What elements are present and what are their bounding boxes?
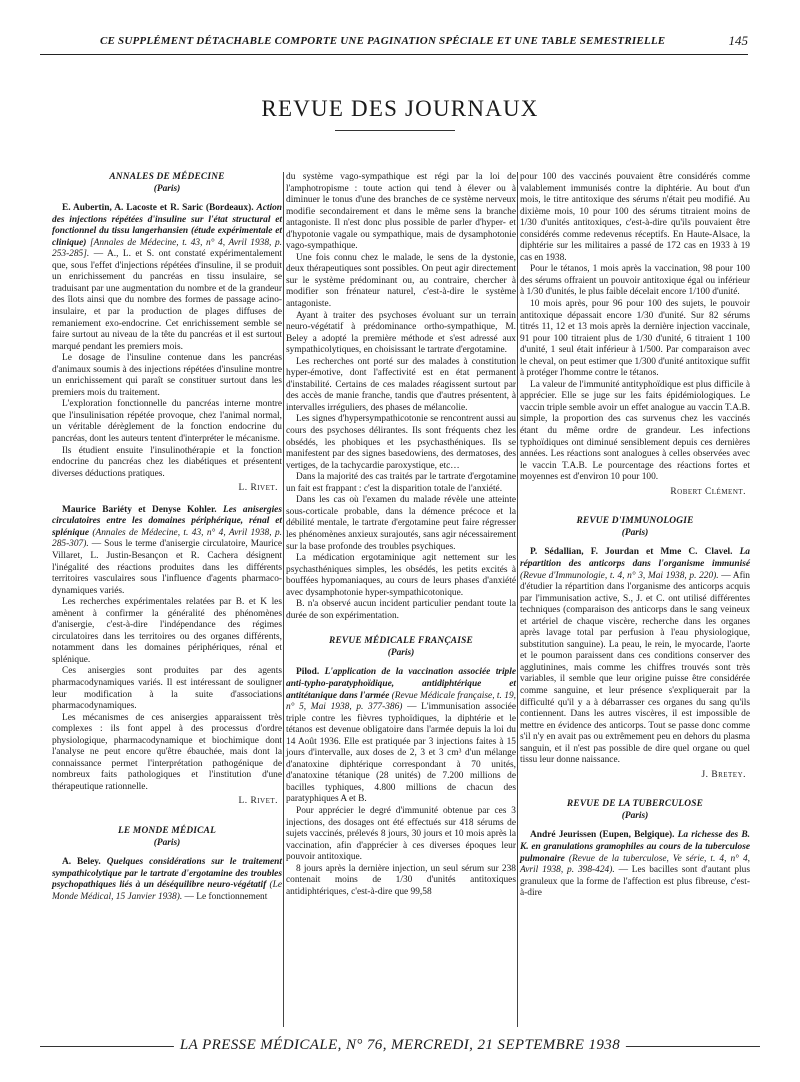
article-reference: (Annales de Médecine, t. 43, n° 4, Avril 1938, p. 285-307).: [52, 527, 282, 550]
article-paragraph: Dans la majorité des cas traités par le tartrate d'ergotamine un fait est frappant : c'est la disparition totale de l'anxiété.: [286, 472, 516, 494]
article-title: L'application de la vaccination associée triple anti-typho-paratyphoïdique, antidiphtérique et antitétanique dans l'armée: [286, 667, 516, 701]
article-signature: J. Bretey.: [701, 769, 746, 780]
article-paragraph: — Afin d'étudier la répartition dans l'organisme des anticorps acquis par l'immunisation active, S., J. et C. ont utilisé différentes techniques (comparaison des anticorps dans le sang veineux et artériel de chaque viscère, recherche dans les organes après lavage total par perfusion à l'eau physiologique, substitution sanguine). La peau, le rein, le myocarde, l'aorte et le poumon paraissent dans ces conditions conserver des agglutinines, mais comme les chiffres trouvés sont très variables, il semble que leur origine puisse être considérée comme sanguine, et leur présence s'expliquerait par la difficulté qu'il y a à débarrasser ces organes du sang qu'ils contiennent. Dans les autres viscères, il est impossible de mettre en évidence des anticorps. Tout se passe donc comme s'il n'y en avait pas ou extrêmement peu en dehors du plasma sanguin, et il n'est pas possible de dire quel organe ou quel tissu leur donne naissance.: [520, 570, 750, 766]
column-2: [286, 172, 516, 898]
article-reference: (Revue Médicale française, t. 19, n° 5, Mai 1938, p. 377-386): [286, 690, 516, 713]
article-paragraph: La valeur de l'immunité antityphoïdique est plus difficile à apprécier. Elle se juge sur les faits épidémiologiques. Le vaccin triple semble avoir un effet analogue au vaccin T.A.B. simple, la proportion des cas survenus chez les vaccinés étant du même ordre de grandeur. Les infections typhoïdiques ont diminué sensiblement depuis ces dernières années. Les réactions sont analogues à celles observées avec le vaccin T.A.B. Le pourcentage des réactions fortes et moyennes est d'environ 10 pour 100.: [520, 379, 750, 483]
column-3: [520, 172, 750, 900]
column-1: [52, 172, 282, 903]
article-paragraph: La médication ergotaminique agit nettement sur les psychasthéniques simples, les obsédés, les petits excités à bouffées hypomaniaques, au cours de leurs phases d'anxiété avec dysamphotonie hyper-sympathicotonique.: [286, 553, 516, 598]
article-title: Quelques considérations sur le traitement sympathicolytique par le tartrate d'ergotamine des troubles psychopathiques liés à un déséquilibre neuro-végétatif: [52, 857, 282, 891]
article-authors: A. Beley.: [62, 857, 101, 868]
article-title: Les anisergies circulatoires entre les domaines périphérique, rénal et splénique: [52, 504, 282, 538]
article-header: [52, 203, 282, 353]
page-number: 145: [728, 33, 748, 48]
article-authors: Maurice Bariéty et Denyse Kohler.: [62, 504, 217, 515]
article-header: [52, 505, 282, 597]
column-divider: [517, 172, 518, 1027]
section-city: (Paris): [153, 183, 181, 194]
article-title: Action des injections répétées d'insuline sur l'état structural et fonctionnel du tissu langerhansien (étude expérimentale et clinique): [52, 203, 282, 248]
column-divider: [283, 172, 284, 1027]
article-paragraph: du système vago-sympathique est régi par la loi de l'amphotropisme : toute action qui tend à élever ou à diminuer le tonus d'une des branches de ce système nerveux modifie secondairement et dans le même sens la branche antagoniste. Il n'est donc plus possible de parler d'hyper- et d'hypotonie vagale ou sympathique, mais de dysamphotonie vago-sympathique.: [286, 172, 516, 252]
article-paragraph: — Le fonctionnement: [184, 891, 268, 902]
running-head-text: CE SUPPLÉMENT DÉTACHABLE COMPORTE UNE PAGINATION SPÉCIALE ET UNE TABLE SEMESTRIELLE: [100, 35, 666, 47]
article-paragraph: B. n'a observé aucun incident particulier pendant toute la durée de son expérimentation.: [286, 599, 516, 621]
article-paragraph: pour 100 des vaccinés pouvaient être considérés comme valablement immunisés contre la diphtérie. Au bout d'un mois, le titre antitoxique des sérums n'était peu modifié. Au dixième mois, 10 pour 100 des sérums titraient moins de 1/30 d'unités antitoxiques, c'est-à-dire qu'ils pouvaient être considérés comme redevenus réceptifs. En Haute-Alsace, la diphtérie sur les militaires a passé de 172 cas en 1933 à 19 cas en 1938.: [520, 172, 750, 263]
article-paragraph: — A., L. et S. ont constaté expérimentalement que, sous l'effet d'injections répétées d'insuline, il se produit un enrichissement du pancréas en tissu insulaire, se traduisant par une augmentation du nombre et de la grandeur des îlots ainsi que du nombre des formes de passage acino-insulaire, et par la production de plages diffuses de remaniement exo-endocrine. Cet enrichissement semble se faire surtout au niveau de la tête du pancréas et il est surtout marqué pendant les premiers mois.: [52, 249, 282, 352]
article-authors: Pilod.: [296, 667, 320, 678]
article-header: [52, 857, 282, 903]
section-city: (Paris): [153, 837, 181, 848]
section-title: LE MONDE MÉDICAL: [117, 825, 216, 836]
masthead-title: REVUE DES JOURNAUX: [261, 96, 539, 121]
article-paragraph: Dans les cas où l'examen du malade révèle une atteinte sous-corticale probable, dans la démence précoce et la débilité mentale, le tartrate d'ergotamine peut faire régresser les phénomènes anxieux surajoutés, sans agir nécessairement sur la base profonde des troubles psychiques.: [286, 495, 516, 552]
article-signature: L. Rivet.: [238, 483, 278, 494]
article-reference: (Revue d'Immunologie, t. 4, n° 3, Mai 1938, p. 220).: [520, 570, 719, 581]
article-paragraph: Pour apprécier le degré d'immunité obtenue par ces 3 injections, des dosages ont été effectués sur 418 sérums de sujets vaccinés, prélevés 8 jours, 30 jours et 10 mois après la vaccination, afin d'apprécier à ces diverses époques leur pouvoir antitoxique.: [286, 805, 516, 863]
article-header: [520, 547, 750, 766]
article-header: [286, 667, 516, 806]
article-paragraph: Les recherches expérimentales relatées par B. et K les amènent à confirmer la généralité des phénomènes d'anisergie, c'est-à-dire l'indépendance des régimes circulatoires dans les territoires ou des organes différents, notamment dans les domaines périphériques, rénal et splénique.: [52, 597, 282, 665]
footer-text: LA PRESSE MÉDICALE, N° 76, MERCREDI, 21 SEPTEMBRE 1938: [174, 1037, 626, 1054]
article-paragraph: Pour le tétanos, 1 mois après la vaccination, 98 pour 100 des sérums offraient un pouvoir antitoxique égal ou inférieur à 1/30 d'unités, le plus faible décelait encore 1/100 d'unité.: [520, 264, 750, 298]
article-paragraph: — Sous le terme d'anisergie circulatoire, Maurice Villaret, L. Justin-Besançon et R. Cachera désignent l'inégalité des réactions produites dans les différents territoires vasculaires sous l'influence d'agents pharmaco-dynamiques variés.: [52, 539, 283, 596]
article-signature: L. Rivet.: [238, 796, 278, 807]
article-signature: Robert Clément.: [670, 486, 746, 497]
section-city: (Paris): [621, 527, 649, 538]
page-footer: [40, 1037, 760, 1055]
article-header: [520, 830, 750, 899]
article-paragraph: Les signes d'hypersympathicotonie se rencontrent aussi au cours des psychoses délirantes. Ils sont fréquents chez les obsédés, les phobiques et les psychasthéniques. Ils se manifestent par des signes basedowiens, des dermatoses, des vertiges, de la tachycardie paroxystique, etc…: [286, 414, 516, 471]
article-authors: P. Sédallian, F. Jourdan et Mme C. Clavel.: [530, 547, 733, 558]
masthead-rule: [335, 130, 455, 131]
section-city: (Paris): [621, 810, 649, 821]
article-reference: (Le Monde Médical, 15 Janvier 1938).: [52, 880, 282, 902]
article-reference: (Revue de la tuberculose, Ve série, t. 4, n° 4, Avril 1938, p. 398-424).: [520, 853, 750, 876]
running-head: [40, 32, 748, 55]
article-paragraph: 10 mois après, pour 96 pour 100 des sujets, le pouvoir antitoxique dépassait encore 1/30 d'unité. Sur 82 sérums titrés 11, 12 et 13 mois après la dernière injection vaccinale, 91 pour 100 titraient plus de 1/30 d'unité, 6 titraient 1 100 d'unité, 1 seul était inférieur à 1/500. Par comparaison avec le cheval, on peut estimer que 1/300 d'unité antitoxique suffit à protéger l'homme contre le tétanos.: [520, 299, 750, 379]
article-paragraph: — Les bacilles sont d'autant plus granuleux que la forme de l'affection est plus fibreuse, c'est-à-dire: [520, 865, 750, 899]
article-paragraph: 8 jours après la dernière injection, un seul sérum sur 238 contenait moins de 1/30 d'unités antitoxiques antidiphtériques, c'est-à-dire que 99,58: [286, 863, 516, 897]
article-title: La répartition des anticorps dans l'organisme immunisé: [520, 547, 750, 569]
article-paragraph: Ces anisergies sont produites par des agents pharmacodynamiques variés. Il est intéressant de souligner leur modification à la suite d'associations pharmacodynamiques.: [52, 666, 282, 712]
article-reference: [Annales de Médecine, t. 43, n° 4, Avril 1938, p. 253-285].: [52, 237, 283, 260]
article-authors: E. Aubertin, A. Lacoste et R. Saric (Bordeaux).: [62, 203, 254, 214]
article-paragraph: Une fois connu chez le malade, le sens de la dystonie, deux thérapeutiques sont possibles. On peut agir directement sur le système prédominant ou, au contraire, chercher à modifier son frénateur naturel, c'est-à-dire le système antagoniste.: [286, 252, 516, 310]
article-title: La richesse des B. K. en granulations gramophiles au cours de la tuberculose pulmonaire: [520, 830, 750, 864]
article-authors: André Jeurissen (Eupen, Belgique).: [530, 830, 675, 841]
section-title: REVUE DE LA TUBERCULOSE: [566, 799, 704, 810]
article-paragraph: Ayant à traiter des psychoses évoluant sur un terrain neuro-végétatif à prédominance ortho-sympathique, M. Beley a adopté la première méthode et s'est adressé aux sympathicolytiques, en choisissant le tartrate d'ergotamine.: [286, 310, 516, 356]
section-title: REVUE MÉDICALE FRANÇAISE: [329, 636, 473, 647]
article-paragraph: Les recherches ont porté sur des malades à constitution hyper-émotive, dont l'affectivité est en état permanent d'instabilité. Certains de ces malades réagissent surtout par des accès de manie franche, tandis que d'autres présentent, à intervalles irréguliers, des phases de mélancolie.: [286, 356, 516, 413]
article-paragraph: Les mécanismes de ces anisergies apparaissent très complexes : ils font appel à des processus d'ordre physiologique, pharmacodynamique et biochimique dont l'analyse ne peut encore qu'être ébauchée, mais dont la connaissance permet l'interprétation pathogénique de nombreux faits pathologiques et l'institution d'une thérapeutique rationnelle.: [52, 712, 282, 792]
section-title: ANNALES DE MÉDECINE: [109, 172, 225, 182]
section-city: (Paris): [387, 647, 415, 658]
article-paragraph: Ils étudient ensuite l'insulinothérapie et la fonction endocrine du pancréas chez les diabétiques et présentent diverses déductions pratiques.: [52, 445, 282, 479]
section-title: REVUE D'IMMUNOLOGIE: [576, 516, 694, 527]
article-paragraph: Le dosage de l'insuline contenue dans les pancréas d'animaux soumis à des injections répétées d'insuline montre un enrichissement qui paraît se constituer surtout dans les premiers mois du traitement.: [52, 353, 282, 398]
article-paragraph: L'exploration fonctionnelle du pancréas interne montre que l'insulinisation répétée provoque, chez l'animal normal, un véritable dérèglement de la fonction endocrine du pancréas, dont les auteurs tentent d'interpréter le mécanisme.: [52, 399, 282, 445]
article-paragraph: — L'immunisation associée triple contre les fièvres typhoïdiques, la diphtérie et le tétanos est devenue obligatoire dans l'armée depuis la loi du 14 Août 1936. Elle est pratiquée par 3 injections faites à 15 jours d'intervalle, aux doses de 2, 3 et 3 cm³ d'un mélange d'anatoxine diphtérique correspondant à 70 unités, d'anatoxine tétanique (28 unités) de 7.200 millions de bacilles typhiques, 4.800 millions de chacun des paratyphiques A et B.: [286, 702, 516, 805]
